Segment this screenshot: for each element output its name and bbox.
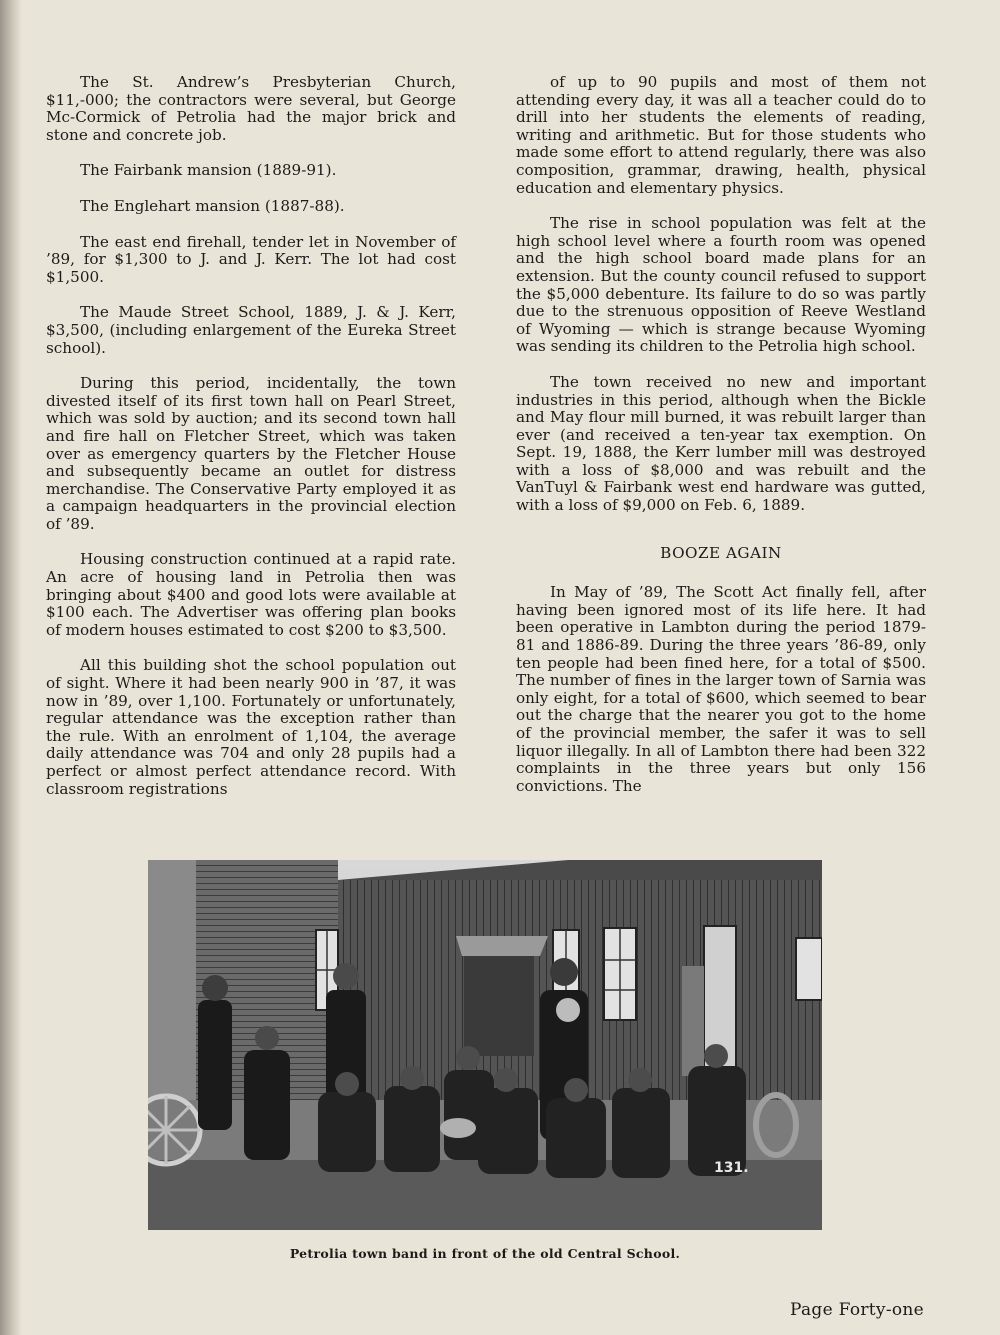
section-heading: BOOZE AGAIN — [660, 543, 782, 562]
page-number: Page Forty-one — [790, 1300, 925, 1320]
paragraph: of up to 90 pupils and most of them not attending every day, it was all a teacher could do to drill into her students the elements of reading, writing and arithmetic. But for those students who made some effort to attend regularly, there was also composition, grammar, drawing, health, physical education and elementary physics. — [516, 73, 926, 197]
paragraph: The St. Andrew’s Presbyterian Church, $11,-000; the contractors were several, but George Mc-Cormick of Petrolia had the major brick and stone and concrete job. — [46, 73, 456, 144]
right-column — [516, 74, 926, 813]
paragraph: During this period, incidentally, the town divested itself of its first town hall on Pearl Street, which was sold by auction; and its second town hall and fire hall on Fletcher Street, which was taken over as emergency quarters by the Fletcher House and subsequently became an outlet for distress merchandise. The Conservative Party employed it as a campaign headquarters in the provincial election of ’89. — [46, 374, 456, 533]
page-binding-shadow — [0, 0, 22, 1335]
paragraph: All this building shot the school population out of sight. Where it had been nearly 900 in ’87, it was now in ’89, over 1,100. Fortunately or unfortunately, regular attendance was the exception rather than the rule. With an enrolment of 1,104, the average daily attendance was 704 and only 28 pupils had a perfect or almost perfect attendance record. With classroom registrations — [46, 656, 456, 798]
paragraph: The town received no new and important industries in this period, although when the Bickle and May flour mill burned, it was rebuilt larger than ever (and received a ten-year tax exemption. On Sept. 19, 1888, the Kerr lumber mill was destroyed with a loss of $8,000 and was rebuilt and the VanTuyl & Fairbank west end hardware was gutted, with a loss of $9,000 on Feb. 6, 1889. — [516, 372, 926, 515]
drum-number: 131. — [714, 1160, 749, 1176]
paragraph: The Englehart mansion (1887-88). — [80, 196, 345, 215]
left-column — [46, 74, 456, 816]
paragraph: The Maude Street School, 1889, J. & J. Kerr, $3,500, (including enlargement of the Eureka Street school). — [46, 303, 456, 357]
paragraph: The Fairbank mansion (1889-91). — [80, 161, 337, 180]
paragraph: The rise in school population was felt at the high school level where a fourth room was opened and the high school board made plans for an extension. But the county council refused to support the $5,000 debenture. Its failure to do so was partly due to the strenuous opposition of Reeve Westland of Wyoming — which is strange because Wyoming was sending its children to the Petrolia high school. — [516, 214, 926, 356]
band-photograph — [148, 860, 822, 1230]
photo-caption: Petrolia town band in front of the old Central School. — [289, 1246, 681, 1261]
paragraph: Housing construction continued at a rapid rate. An acre of housing land in Petrolia then was bringing about $400 and good lots were available at $100 each. The Advertiser was offering plan books of modern houses estimated to cost $200 to $3,500. — [46, 550, 456, 639]
paragraph: In May of ’89, The Scott Act finally fell, after having been ignored most of its life here. It had been operative in Lambton during the period 1879-81 and 1886-89. During the three years ’86-89, only ten people had been fined here, for a total of $500. The number of fines in the larger town of Sarnia was only eight, for a total of $600, which seemed to bear out the charge that the nearer you got to the home of the provincial member, the safer it was to sell liquor illegally. In all of Lambton there had been 322 complaints in the three years but only 156 convictions. The — [516, 583, 926, 795]
paragraph: The east end firehall, tender let in November of ’89, for $1,300 to J. and J. Kerr. The lot had cost $1,500. — [46, 232, 456, 286]
